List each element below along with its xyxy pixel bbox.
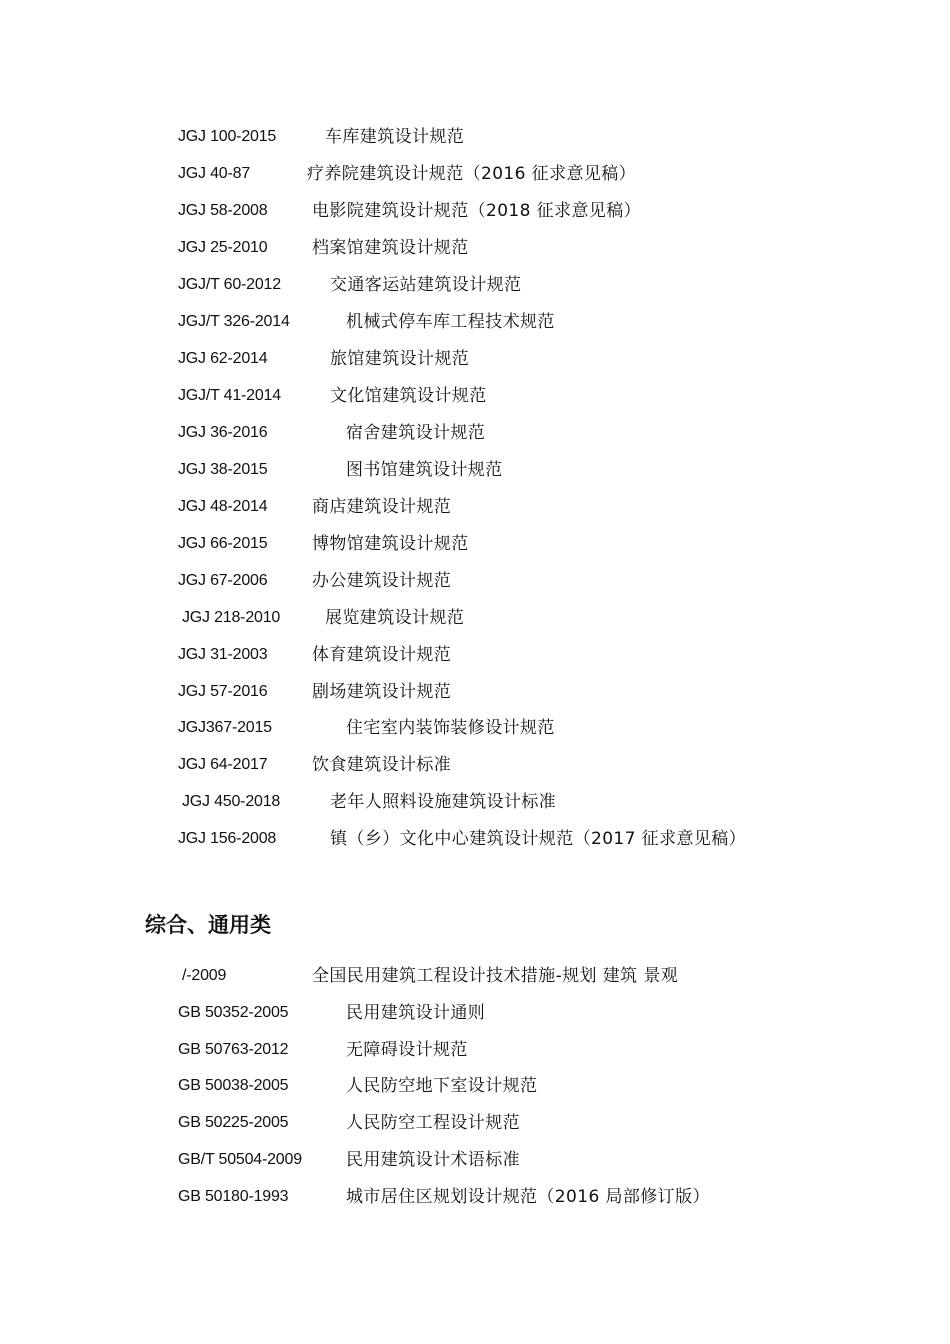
standard-title: 商店建筑设计规范 — [312, 497, 452, 517]
standard-code: JGJ 218-2010 — [182, 609, 281, 626]
standard-title: 住宅室内装饰装修设计规范 — [346, 718, 555, 738]
standard-code: JGJ 67-2006 — [178, 572, 268, 589]
standard-title: 交通客运站建筑设计规范 — [330, 275, 522, 295]
standard-title: 饮食建筑设计标准 — [312, 755, 452, 775]
standard-code: JGJ 31-2003 — [178, 646, 268, 663]
standard-code: GB 50038-2005 — [178, 1077, 289, 1094]
standard-title: 图书馆建筑设计规范 — [346, 460, 503, 480]
standard-code: JGJ 64-2017 — [178, 756, 268, 773]
standard-code: JGJ/T 41-2014 — [178, 387, 281, 404]
standard-code: JGJ 156-2008 — [178, 830, 277, 847]
standard-code: JGJ 62-2014 — [178, 350, 268, 367]
standard-code: JGJ 100-2015 — [178, 128, 277, 145]
standard-title: 无障碍设计规范 — [346, 1040, 468, 1060]
standard-title: 城市居住区规划设计规范（2016 局部修订版） — [346, 1187, 710, 1207]
standard-code: JGJ 66-2015 — [178, 535, 268, 552]
standard-title: 人民防空工程设计规范 — [346, 1113, 520, 1133]
standard-title: 博物馆建筑设计规范 — [312, 534, 469, 554]
standard-code: JGJ 58-2008 — [178, 202, 268, 219]
standard-title: 文化馆建筑设计规范 — [330, 386, 487, 406]
standard-title: 体育建筑设计规范 — [312, 645, 452, 665]
standard-code: JGJ367-2015 — [178, 719, 272, 736]
standard-code: JGJ/T 326-2014 — [178, 313, 290, 330]
standard-code: GB 50763-2012 — [178, 1041, 289, 1058]
section-heading: 综合、通用类 — [145, 913, 271, 937]
standard-code: JGJ 48-2014 — [178, 498, 268, 515]
standard-title: 电影院建筑设计规范（2018 征求意见稿） — [312, 201, 642, 221]
standard-code: JGJ 450-2018 — [182, 793, 281, 810]
standard-code: JGJ 40-87 — [178, 165, 251, 182]
standard-code: JGJ 36-2016 — [178, 424, 268, 441]
standard-title: 宿舍建筑设计规范 — [346, 423, 486, 443]
standard-title: 车库建筑设计规范 — [325, 127, 465, 147]
standard-title: 档案馆建筑设计规范 — [312, 238, 469, 258]
standard-code: GB 50352-2005 — [178, 1004, 289, 1021]
standard-code: JGJ 38-2015 — [178, 461, 268, 478]
standard-code: JGJ 25-2010 — [178, 239, 268, 256]
standard-title: 民用建筑设计通则 — [346, 1003, 486, 1023]
standard-title: 全国民用建筑工程设计技术措施-规划 建筑 景观 — [312, 966, 679, 986]
standard-title: 剧场建筑设计规范 — [312, 682, 452, 702]
standard-title: 老年人照料设施建筑设计标准 — [330, 792, 557, 812]
standard-title: 人民防空地下室设计规范 — [346, 1076, 538, 1096]
standard-title: 民用建筑设计术语标准 — [346, 1150, 520, 1170]
standard-title: 机械式停车库工程技术规范 — [346, 312, 555, 332]
standard-code: /-2009 — [182, 967, 227, 984]
standard-title: 办公建筑设计规范 — [312, 571, 452, 591]
standard-code: GB/T 50504-2009 — [178, 1151, 302, 1168]
standard-title: 旅馆建筑设计规范 — [330, 349, 470, 369]
standard-code: JGJ/T 60-2012 — [178, 276, 281, 293]
standard-code: GB 50180-1993 — [178, 1188, 289, 1205]
standard-code: JGJ 57-2016 — [178, 683, 268, 700]
standard-title: 镇（乡）文化中心建筑设计规范（2017 征求意见稿） — [330, 829, 747, 849]
standard-code: GB 50225-2005 — [178, 1114, 289, 1131]
standard-title: 展览建筑设计规范 — [325, 608, 465, 628]
standard-title: 疗养院建筑设计规范（2016 征求意见稿） — [307, 164, 637, 184]
